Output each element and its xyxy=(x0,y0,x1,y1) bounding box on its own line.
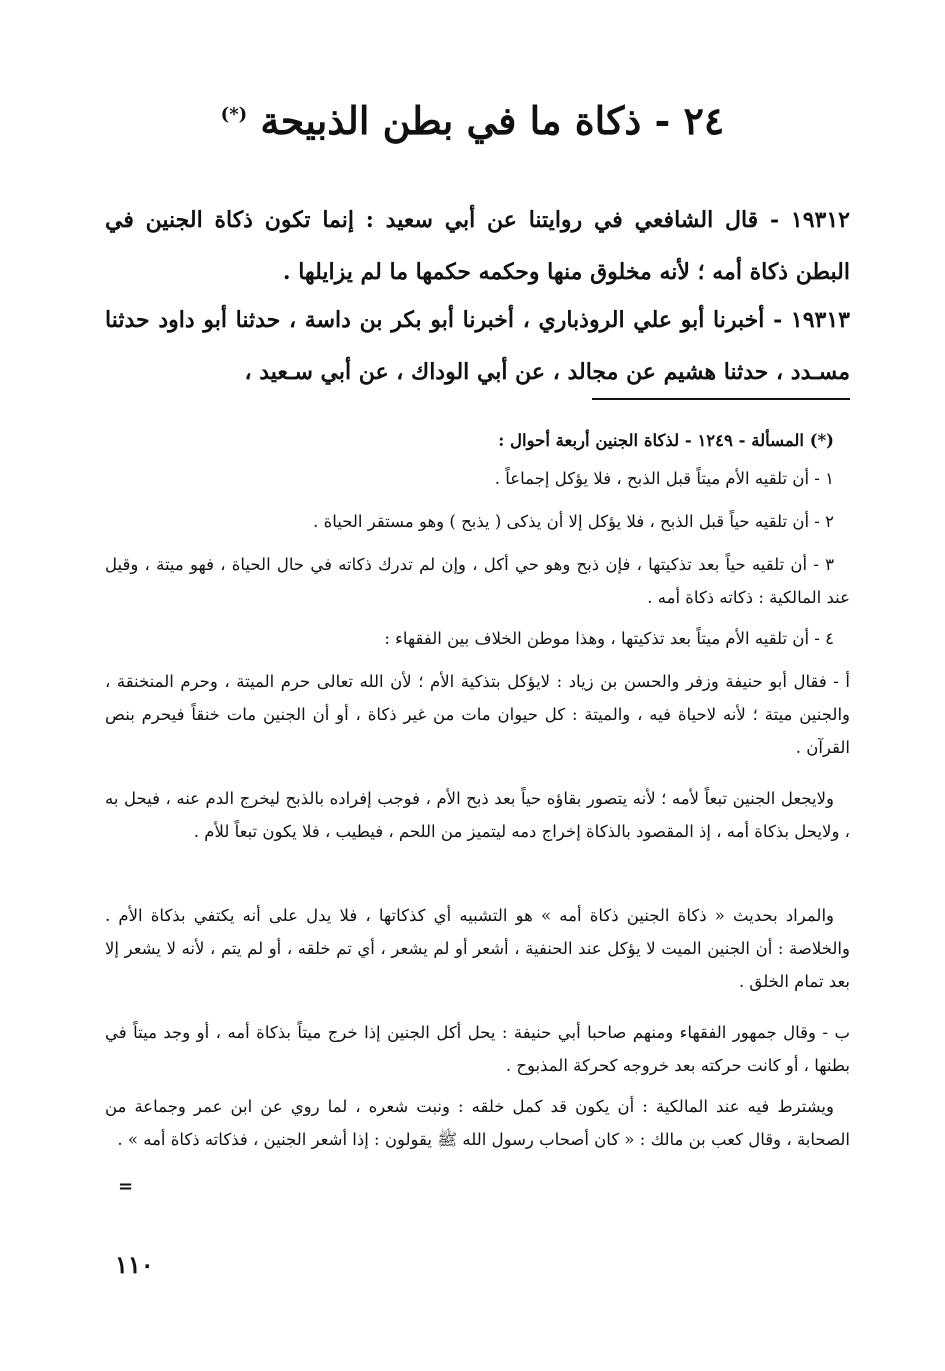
paragraph-19312: ١٩٣١٢ - قال الشافعي في روايتنا عن أبي سعيد : إنما تكون ذكاة الجنين في البطن ذكاة أمه ؛ لأنه مخلوق منها وحكمه حكمها ما لم يزايلها . xyxy=(105,207,850,285)
footnote-heading: (*) المسألة - ١٢٤٩ - لذكاة الجنين أربعة أحوال : xyxy=(498,431,834,450)
footnote-item-2: ٢ - أن تلقيه حياً قبل الذبح ، فلا يؤكل إلا أن يذكى ( يذبح ) وهو مستقر الحياة . xyxy=(313,512,834,531)
footnote-paragraph-c: والمراد بحديث « ذكاة الجنين ذكاة أمه » هو التشبيه أي كذكاتها ، فلا يدل على أنه يكتفي بذكاة الأم . والخلاصة : أن الجنين الميت لا يؤكل عند الحنفية ، أشعر أو لم يشعر ، أي تم خلقه ، أو لم يتم ، لأنه لا يشعر إلا بعد تمام الخلق . xyxy=(105,906,850,991)
paragraph-19313: ١٩٣١٣ - أخبرنا أبو علي الروذباري ، أخبرنا أبو بكر بن داسة ، حدثنا أبو داود حدثنا مسـدد ، حدثنا هشيم عن مجالد ، عن أبي الوداك ، عن أبي سـعيد ، xyxy=(105,307,850,385)
footnote-end-mark: = xyxy=(118,1176,134,1197)
page-number: ١١٠ xyxy=(115,1250,154,1279)
chapter-title xyxy=(100,100,845,142)
footnote-paragraph-e: ويشترط فيه عند المالكية : أن يكون قد كمل خلقه : ونبت شعره ، لما روي عن ابن عمر وجماعة من الصحابة ، وقال كعب بن مالك : « كان أصحاب رسول الله ﷺ يقولون : إذا أشعر الجنين ، فذكاته ذكاة أمه » . xyxy=(105,1097,850,1149)
footnote-item-4: ٤ - أن تلقيه الأم ميتاً بعد تذكيتها ، وهذا موطن الخلاف بين الفقهاء : xyxy=(384,629,834,648)
footnote-item-3: ٣ - أن تلقيه حياً بعد تذكيتها ، فإن ذبح وهو حي أكل ، وإن لم تدرك ذكاته في حال الحياة ، فهو ميتة ، وقيل عند المالكية : ذكاته ذكاة أمه . xyxy=(105,555,850,607)
chapter-title-text: ٢٤ - ذكاة ما في بطن الذبيحة xyxy=(260,98,725,143)
footnote-paragraph-d: ب - وقال جمهور الفقهاء ومنهم صاحبا أبي حنيفة : يحل أكل الجنين إذا خرج ميتاً بذكاة أمه ، أو وجد ميتاً في بطنها ، أو كانت حركته بعد خروجه كحركة المذبوح . xyxy=(105,1023,850,1075)
footnote-paragraph-b: ولايجعل الجنين تبعاً لأمه ؛ لأنه يتصور بقاؤه حياً بعد ذبح الأم ، فوجب إفراده بالذبح ليخرج الدم عنه ، فيحل به ، ولايحل بذكاة أمه ، إذ المقصود بالذكاة إخراج دمه ليتميز من اللحم ، فيطيب ، فلا يكون تبعاً للأم . xyxy=(105,789,850,841)
footnote-divider xyxy=(592,398,850,400)
footnote-item-1: ١ - أن تلقيه الأم ميتاً قبل الذبح ، فلا يؤكل إجماعاً . xyxy=(494,469,834,488)
footnote-marker: (*) xyxy=(220,104,248,125)
footnote-paragraph-a: أ - فقال أبو حنيفة وزفر والحسن بن زياد : لايؤكل بتذكية الأم ؛ لأن الله تعالى حرم الميتة ، وحرم المنخنقة ، والجنين ميتة ؛ لأنه لاحياة فيه ، والميتة : كل حيوان مات من غير ذكاة ، أو أن الجنين مات خنقاً فيحرم بنص القرآن . xyxy=(105,672,850,757)
